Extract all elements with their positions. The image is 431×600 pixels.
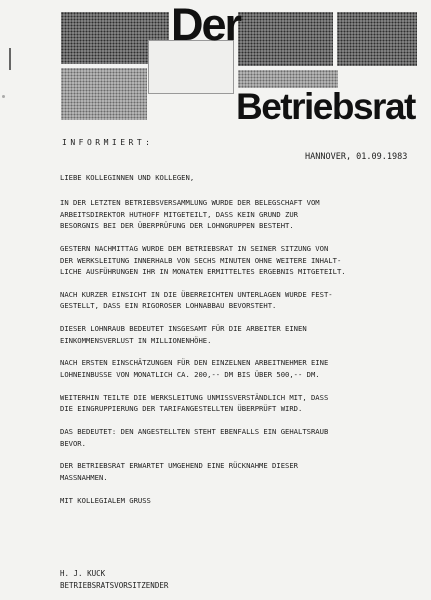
place-and-date: HANNOVER, 01.09.1983: [305, 152, 408, 162]
masthead-word-betriebsrat: Betriebsrat: [236, 88, 418, 125]
masthead-block: [238, 12, 333, 66]
informiert-heading: INFORMIERT:: [62, 138, 154, 147]
letter-body: [60, 172, 420, 518]
binder-mark: [9, 48, 11, 70]
closing: MIT KOLLEGIALEM GRUSS: [60, 495, 151, 505]
signature-block: [60, 568, 168, 592]
paragraph: DAS BEDEUTET: DEN ANGESTELLTEN STEHT EBENFALLS EIN GEHALTSRAUB BEVOR.: [60, 427, 329, 448]
signature-title: BETRIEBSRATSVORSITZENDER: [60, 581, 169, 590]
paragraph: IN DER LETZTEN BETRIEBSVERSAMMLUNG WURDE DER BELEGSCHAFT VOM ARBEITSDIREKTOR HUTHOFF MITGETEILT, DASS KEIN GRUND ZUR BESORGNIS BEI DER ÜBERPRÜFUNG DER LOHNGRUPPEN BESTEHT.: [60, 198, 320, 231]
paragraph: DER BETRIEBSRAT ERWARTET UMGEHEND EINE RÜCKNAHME DIESER MASSNAHMEN.: [60, 461, 298, 482]
paragraph: GESTERN NACHMITTAG WURDE DEM BETRIEBSRAT IN SEINER SITZUNG VON DER WERKSLEITUNG INNERHALB VON SECHS MINUTEN OHNE WEITERE INHALT- LICHE AUSFÜHRUNGEN IHR IN MONATEN ERMITTELTES ERGEBNIS MITGETEILT.: [60, 244, 346, 276]
signature-name: H. J. KUCK: [60, 569, 106, 578]
masthead-word-der: Der: [171, 0, 241, 50]
punch-mark: [2, 95, 5, 98]
salutation: LIEBE KOLLEGINNEN UND KOLLEGEN,: [60, 173, 195, 182]
paragraph: NACH KURZER EINSICHT IN DIE ÜBERREICHTEN UNTERLAGEN WURDE FEST- GESTELLT, DASS EIN RIGOROSER LOHNABBAU BEVORSTEHT.: [60, 289, 333, 311]
paragraph: DIESER LOHNRAUB BEDEUTET INSGESAMT FÜR DIE ARBEITER EINEN EINKOMMENSVERLUST IN MILLIONENHÖHE.: [60, 324, 307, 345]
masthead-block: [337, 12, 417, 66]
paragraph: WEITERHIN TEILTE DIE WERKSLEITUNG UNMISSVERSTÄNDLICH MIT, DASS DIE EINGRUPPIERUNG DER TARIFANGESTELLTEN ÜBERPRÜFT WIRD.: [60, 392, 329, 414]
paragraph: NACH ERSTEN EINSCHÄTZUNGEN FÜR DEN EINZELNEN ARBEITNEHMER EINE LOHNEINBUSSE VON MONATLICH CA. 200,-- DM BIS ÜBER 500,-- DM.: [60, 358, 329, 379]
masthead-block: [61, 68, 147, 120]
